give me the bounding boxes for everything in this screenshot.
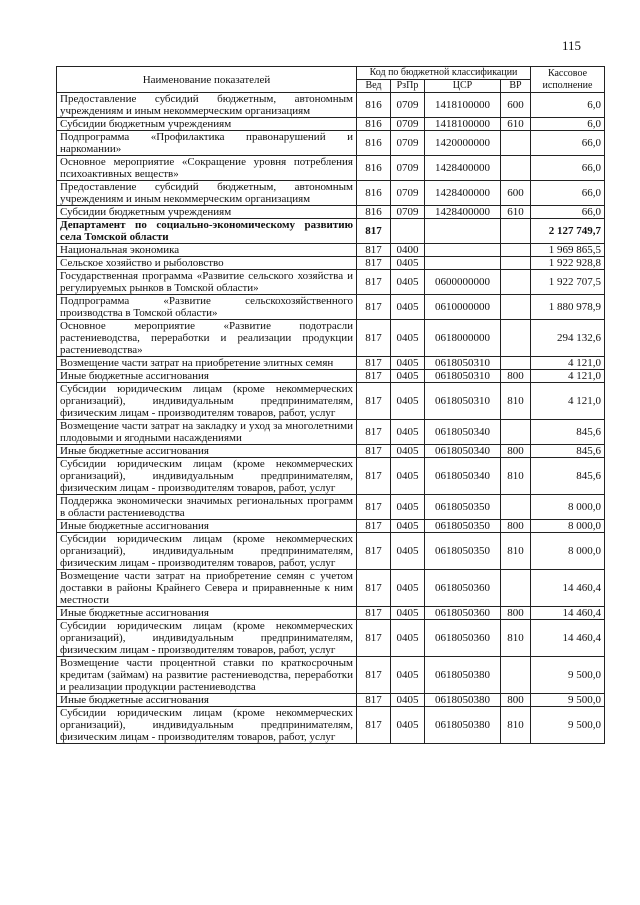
table-row [57, 458, 605, 495]
cell-rzpr: 0400 [391, 244, 425, 257]
cell-amount: 1 922 928,8 [531, 257, 605, 270]
cell-vr [501, 257, 531, 270]
cell-vr: 600 [501, 181, 531, 206]
cell-amount: 1 969 865,5 [531, 244, 605, 257]
table-row [57, 320, 605, 357]
cell-name: Субсидии юридическим лицам (кроме некоммерческих организаций), индивидуальным предпринимателям, физическим лицам - производителям товаров, работ, услуг [57, 620, 357, 657]
cell-amount: 8 000,0 [531, 533, 605, 570]
cell-csr: 0618050340 [425, 458, 501, 495]
cell-ved: 817 [357, 320, 391, 357]
cell-rzpr: 0709 [391, 206, 425, 219]
table-row [57, 520, 605, 533]
cell-name: Подпрограмма «Профилактика правонарушений и наркомании» [57, 131, 357, 156]
table-row [57, 370, 605, 383]
cell-ved: 817 [357, 495, 391, 520]
cell-vr: 800 [501, 694, 531, 707]
cell-csr: 1428400000 [425, 206, 501, 219]
cell-name: Субсидии юридическим лицам (кроме некоммерческих организаций), индивидуальным предпринимателям, физическим лицам - производителям товаров, работ, услуг [57, 383, 357, 420]
cell-name: Иные бюджетные ассигнования [57, 520, 357, 533]
cell-ved: 816 [357, 206, 391, 219]
cell-vr [501, 420, 531, 445]
cell-vr: 810 [501, 458, 531, 495]
header-code-group: Код по бюджетной классификации [357, 67, 531, 80]
table-row [57, 244, 605, 257]
table-row [57, 495, 605, 520]
table-row [57, 533, 605, 570]
cell-csr: 0618050350 [425, 520, 501, 533]
cell-csr: 0618050360 [425, 607, 501, 620]
cell-csr: 0618000000 [425, 320, 501, 357]
cell-name: Субсидии бюджетным учреждениям [57, 206, 357, 219]
header-name: Наименование показателей [57, 67, 357, 93]
cell-name: Основное мероприятие «Развитие подотрасли растениеводства, переработки и реализации продукции растениеводства» [57, 320, 357, 357]
cell-amount: 1 880 978,9 [531, 295, 605, 320]
table-row [57, 131, 605, 156]
cell-amount: 294 132,6 [531, 320, 605, 357]
cell-rzpr: 0405 [391, 495, 425, 520]
cell-ved: 817 [357, 420, 391, 445]
cell-name: Субсидии юридическим лицам (кроме некоммерческих организаций), индивидуальным предпринимателям, физическим лицам - производителям товаров, работ, услуг [57, 707, 357, 744]
table-row [57, 181, 605, 206]
cell-amount: 4 121,0 [531, 383, 605, 420]
header-rzpr: РзПр [391, 80, 425, 93]
cell-ved: 817 [357, 707, 391, 744]
table-row [57, 445, 605, 458]
table-row [57, 383, 605, 420]
cell-rzpr: 0709 [391, 93, 425, 118]
cell-csr: 0618050380 [425, 707, 501, 744]
table-row [57, 206, 605, 219]
table-row [57, 357, 605, 370]
cell-name: Иные бюджетные ассигнования [57, 445, 357, 458]
cell-name: Возмещение части затрат на приобретение семян с учетом доставки в районы Крайнего Севера и приравненные к ним местности [57, 570, 357, 607]
cell-amount: 66,0 [531, 156, 605, 181]
cell-amount: 8 000,0 [531, 495, 605, 520]
cell-rzpr: 0405 [391, 320, 425, 357]
table-row [57, 257, 605, 270]
cell-ved: 817 [357, 295, 391, 320]
cell-vr [501, 219, 531, 244]
cell-csr: 0618050340 [425, 420, 501, 445]
cell-rzpr: 0405 [391, 458, 425, 495]
cell-ved: 817 [357, 219, 391, 244]
cell-csr: 0618050340 [425, 445, 501, 458]
cell-ved: 816 [357, 93, 391, 118]
cell-ved: 817 [357, 445, 391, 458]
cell-amount: 845,6 [531, 445, 605, 458]
cell-ved: 817 [357, 458, 391, 495]
cell-name: Иные бюджетные ассигнования [57, 607, 357, 620]
cell-amount: 6,0 [531, 93, 605, 118]
cell-csr: 0618050350 [425, 533, 501, 570]
cell-ved: 816 [357, 181, 391, 206]
cell-csr: 0618050380 [425, 657, 501, 694]
cell-vr: 800 [501, 445, 531, 458]
cell-amount: 6,0 [531, 118, 605, 131]
cell-ved: 817 [357, 270, 391, 295]
table-row [57, 570, 605, 607]
cell-ved: 816 [357, 156, 391, 181]
cell-rzpr: 0709 [391, 181, 425, 206]
cell-rzpr: 0405 [391, 707, 425, 744]
cell-amount: 9 500,0 [531, 657, 605, 694]
cell-ved: 817 [357, 533, 391, 570]
cell-name: Субсидии юридическим лицам (кроме некоммерческих организаций), индивидуальным предпринимателям, физическим лицам - производителям товаров, работ, услуг [57, 533, 357, 570]
cell-csr: 1428400000 [425, 181, 501, 206]
cell-amount: 9 500,0 [531, 707, 605, 744]
cell-ved: 817 [357, 607, 391, 620]
cell-name: Субсидии бюджетным учреждениям [57, 118, 357, 131]
cell-rzpr: 0709 [391, 118, 425, 131]
cell-name: Возмещение части затрат на закладку и уход за многолетними плодовыми и ягодными насаждениями [57, 420, 357, 445]
cell-amount: 66,0 [531, 181, 605, 206]
cell-amount: 14 460,4 [531, 570, 605, 607]
table-row [57, 420, 605, 445]
cell-name: Национальная экономика [57, 244, 357, 257]
cell-name: Предоставление субсидий бюджетным, автономным учреждениям и иным некоммерческим организациям [57, 181, 357, 206]
header-execution: Кассовое исполнение [531, 67, 605, 93]
table-row [57, 295, 605, 320]
cell-vr: 800 [501, 520, 531, 533]
cell-rzpr: 0405 [391, 657, 425, 694]
cell-csr: 0618050350 [425, 495, 501, 520]
cell-vr: 810 [501, 620, 531, 657]
cell-vr: 610 [501, 206, 531, 219]
cell-amount: 8 000,0 [531, 520, 605, 533]
cell-rzpr: 0405 [391, 420, 425, 445]
cell-name: Возмещение части затрат на приобретение элитных семян [57, 357, 357, 370]
cell-name: Основное мероприятие «Сокращение уровня потребления психоактивных веществ» [57, 156, 357, 181]
cell-vr [501, 495, 531, 520]
cell-csr: 0618050310 [425, 357, 501, 370]
header-ved: Вед [357, 80, 391, 93]
cell-csr [425, 244, 501, 257]
cell-csr: 0618050360 [425, 620, 501, 657]
cell-csr: 0618050380 [425, 694, 501, 707]
cell-amount: 4 121,0 [531, 370, 605, 383]
cell-vr: 810 [501, 383, 531, 420]
cell-rzpr [391, 219, 425, 244]
table-row [57, 118, 605, 131]
table-row [57, 270, 605, 295]
cell-ved: 817 [357, 520, 391, 533]
cell-csr [425, 257, 501, 270]
cell-csr: 1418100000 [425, 118, 501, 131]
cell-ved: 816 [357, 131, 391, 156]
header-csr: ЦСР [425, 80, 501, 93]
cell-vr [501, 570, 531, 607]
cell-ved: 817 [357, 620, 391, 657]
cell-name: Государственная программа «Развитие сельского хозяйства и регулируемых рынков в Томской области» [57, 270, 357, 295]
cell-rzpr: 0405 [391, 383, 425, 420]
cell-csr: 0618050310 [425, 370, 501, 383]
cell-name: Субсидии юридическим лицам (кроме некоммерческих организаций), индивидуальным предпринимателям, физическим лицам - производителям товаров, работ, услуг [57, 458, 357, 495]
cell-ved: 817 [357, 357, 391, 370]
cell-csr: 0610000000 [425, 295, 501, 320]
cell-vr: 810 [501, 707, 531, 744]
cell-ved: 817 [357, 383, 391, 420]
table-header [57, 67, 605, 93]
cell-vr: 810 [501, 533, 531, 570]
table-row [57, 620, 605, 657]
cell-name: Возмещение части процентной ставки по краткосрочным кредитам (займам) на развитие растениеводства, переработки и реализации продукции растениеводства [57, 657, 357, 694]
cell-name: Департамент по социально-экономическому развитию села Томской области [57, 219, 357, 244]
cell-vr: 800 [501, 607, 531, 620]
cell-name: Иные бюджетные ассигнования [57, 370, 357, 383]
cell-ved: 817 [357, 570, 391, 607]
cell-rzpr: 0405 [391, 533, 425, 570]
cell-amount: 2 127 749,7 [531, 219, 605, 244]
cell-rzpr: 0405 [391, 694, 425, 707]
table-body [57, 93, 605, 744]
cell-rzpr: 0709 [391, 131, 425, 156]
cell-rzpr: 0709 [391, 156, 425, 181]
department-row [57, 219, 605, 244]
table-row [57, 657, 605, 694]
cell-ved: 817 [357, 257, 391, 270]
cell-ved: 816 [357, 118, 391, 131]
table-row [57, 156, 605, 181]
cell-vr [501, 244, 531, 257]
cell-rzpr: 0405 [391, 370, 425, 383]
cell-csr: 1420000000 [425, 131, 501, 156]
cell-ved: 817 [357, 694, 391, 707]
header-vr: ВР [501, 80, 531, 93]
cell-vr: 600 [501, 93, 531, 118]
cell-vr: 610 [501, 118, 531, 131]
budget-table [56, 66, 605, 744]
cell-rzpr: 0405 [391, 620, 425, 657]
cell-vr [501, 156, 531, 181]
cell-amount: 845,6 [531, 420, 605, 445]
cell-vr [501, 131, 531, 156]
cell-vr [501, 657, 531, 694]
cell-csr: 1428400000 [425, 156, 501, 181]
cell-name: Подпрограмма «Развитие сельскохозяйственного производства в Томской области» [57, 295, 357, 320]
cell-amount: 4 121,0 [531, 357, 605, 370]
cell-amount: 14 460,4 [531, 607, 605, 620]
cell-rzpr: 0405 [391, 357, 425, 370]
cell-amount: 845,6 [531, 458, 605, 495]
cell-name: Предоставление субсидий бюджетным, автономным учреждениям и иным некоммерческим организациям [57, 93, 357, 118]
cell-name: Сельское хозяйство и рыболовство [57, 257, 357, 270]
cell-amount: 1 922 707,5 [531, 270, 605, 295]
cell-ved: 817 [357, 370, 391, 383]
table-row [57, 607, 605, 620]
cell-rzpr: 0405 [391, 520, 425, 533]
cell-csr: 0618050310 [425, 383, 501, 420]
cell-rzpr: 0405 [391, 607, 425, 620]
cell-csr [425, 219, 501, 244]
cell-csr: 1418100000 [425, 93, 501, 118]
cell-vr [501, 357, 531, 370]
cell-csr: 0600000000 [425, 270, 501, 295]
cell-ved: 817 [357, 657, 391, 694]
cell-vr [501, 295, 531, 320]
page-number: 115 [562, 38, 582, 53]
cell-vr [501, 270, 531, 295]
cell-vr [501, 320, 531, 357]
cell-amount: 9 500,0 [531, 694, 605, 707]
table-row [57, 707, 605, 744]
cell-amount: 14 460,4 [531, 620, 605, 657]
cell-csr: 0618050360 [425, 570, 501, 607]
table-row [57, 694, 605, 707]
cell-ved: 817 [357, 244, 391, 257]
cell-name: Поддержка экономически значимых региональных программ в области растениеводства [57, 495, 357, 520]
cell-name: Иные бюджетные ассигнования [57, 694, 357, 707]
cell-amount: 66,0 [531, 206, 605, 219]
cell-rzpr: 0405 [391, 445, 425, 458]
cell-rzpr: 0405 [391, 570, 425, 607]
cell-rzpr: 0405 [391, 295, 425, 320]
table-row [57, 93, 605, 118]
cell-rzpr: 0405 [391, 270, 425, 295]
cell-amount: 66,0 [531, 131, 605, 156]
cell-rzpr: 0405 [391, 257, 425, 270]
cell-vr: 800 [501, 370, 531, 383]
